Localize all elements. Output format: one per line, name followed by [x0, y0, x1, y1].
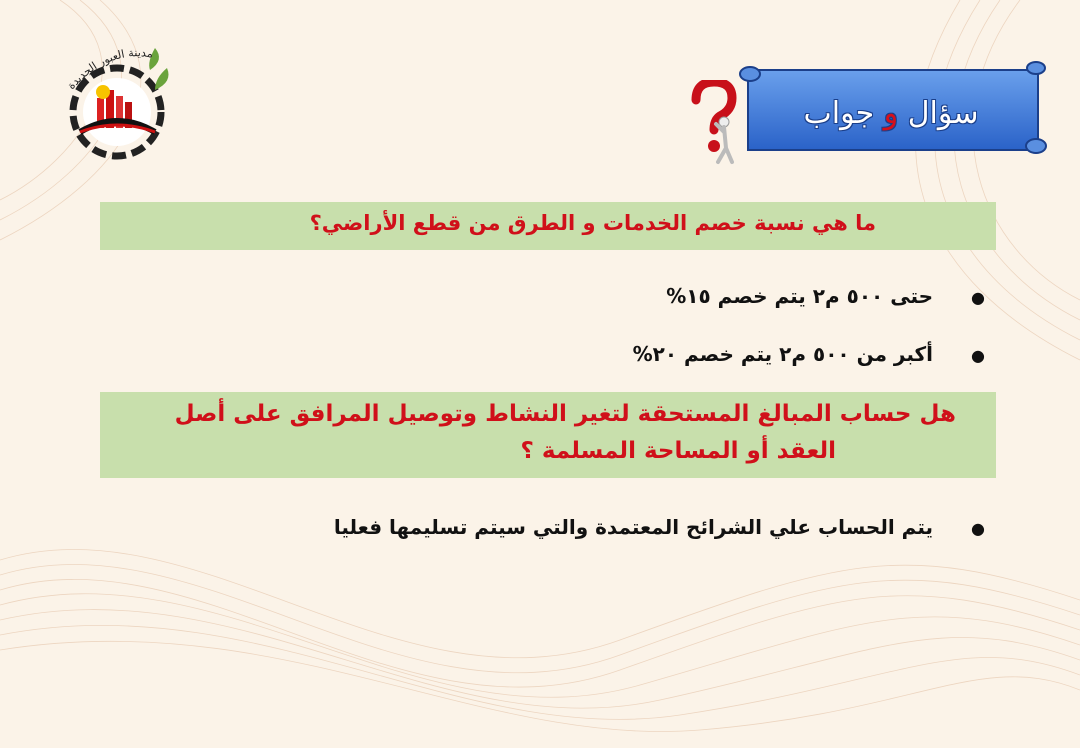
bullet-icon: ● — [971, 519, 985, 538]
logo-text-arc — [62, 40, 172, 100]
question-1-text: ما هي نسبة خصم الخدمات و الطرق من قطع الأراضي؟ — [309, 211, 876, 235]
answer-3-text: يتم الحساب علي الشرائح المعتمدة والتي سيتم تسليمها فعليا — [333, 515, 934, 539]
answer-3-item — [334, 515, 985, 539]
question-2-line1: هل حساب المبالغ المستحقة لتغير النشاط وتوصيل المرافق على أصل — [174, 401, 956, 427]
banner-title-conjunction: و — [883, 96, 899, 131]
bullet-icon: ● — [971, 346, 985, 365]
answer-2-item — [633, 342, 985, 366]
question-2-band — [100, 392, 996, 478]
answer-1-text: حتى ٥٠٠ م٢ يتم خصم ١٥% — [666, 284, 934, 308]
question-2-text — [156, 396, 956, 470]
question-1-band — [100, 202, 996, 250]
answer-1-item — [666, 284, 985, 308]
bullet-icon: ● — [971, 288, 985, 307]
banner-title — [752, 96, 1030, 131]
question-mark-icon — [688, 80, 738, 165]
question-2-line2: العقد أو المساحة المسلمة ؟ — [520, 438, 836, 464]
svg-text:مدينة العبور الجديدة: مدينة العبور الجديدة — [64, 46, 154, 92]
banner-title-part1: سؤال — [907, 96, 979, 131]
answer-2-text: أكبر من ٥٠٠ م٢ يتم خصم ٢٠% — [632, 342, 934, 366]
banner-title-part3: جواب — [803, 96, 875, 131]
